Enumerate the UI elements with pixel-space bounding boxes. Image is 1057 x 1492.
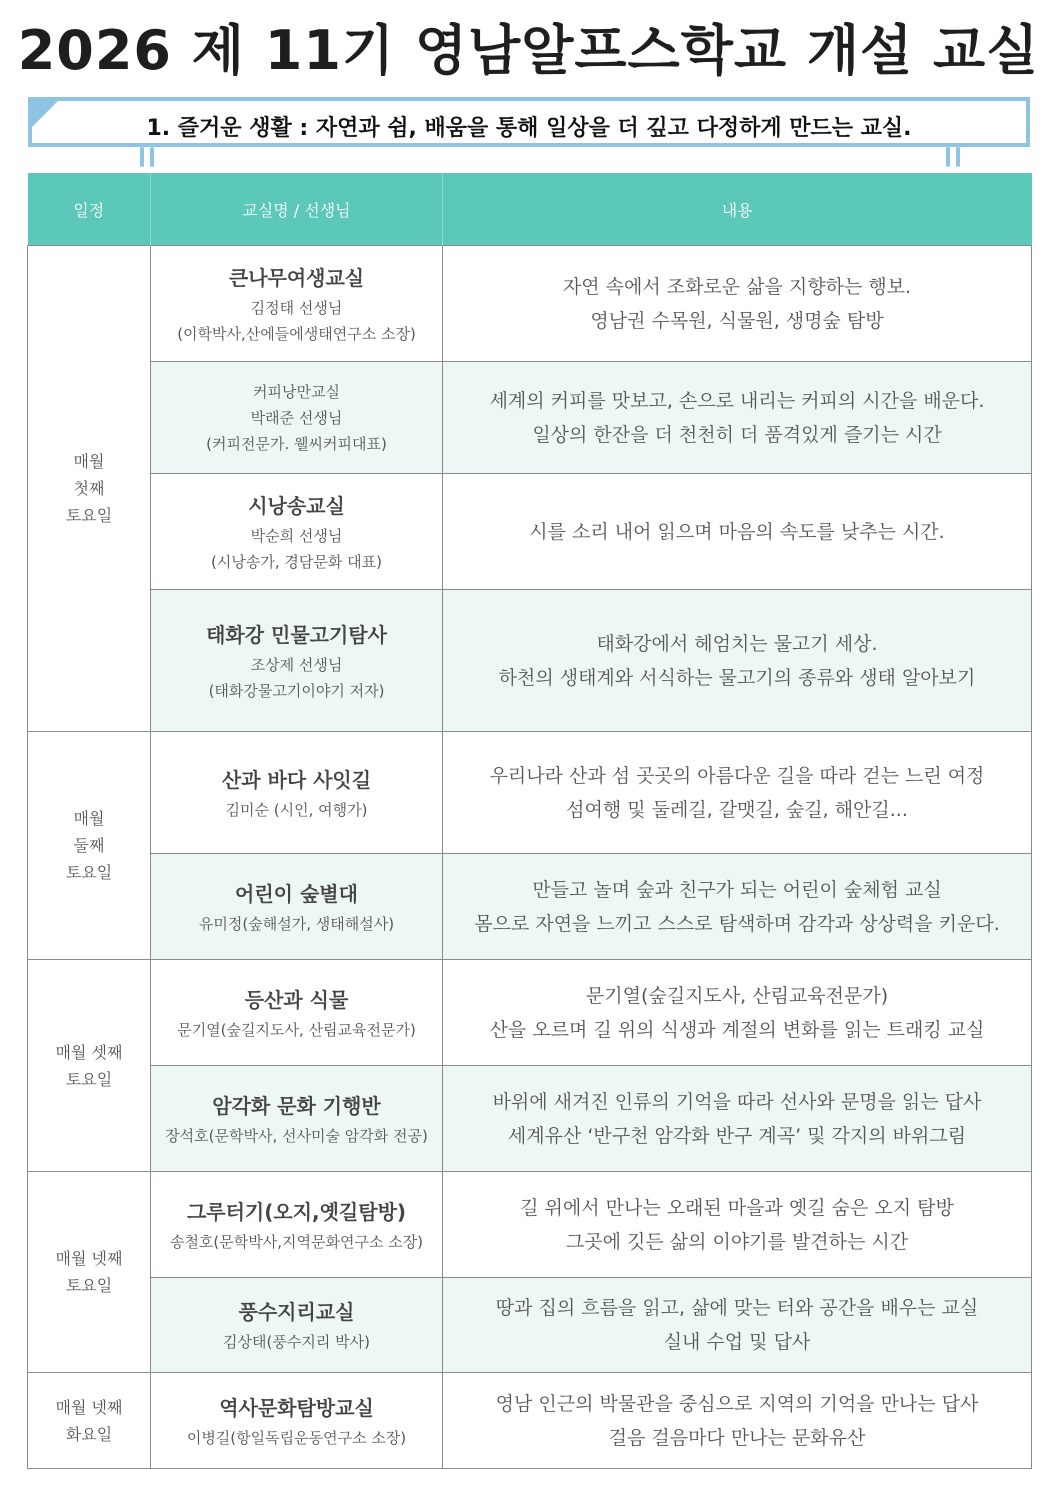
table-row <box>28 1066 1032 1172</box>
content-cell: 바위에 새겨진 인류의 기억을 따라 선사와 문명을 읽는 답사 세계유산 ‘반구천 암각화 반구 계곡’ 및 각지의 바위그림 <box>443 1066 1032 1172</box>
content-cell: 자연 속에서 조화로운 삶을 지향하는 행보. 영남권 수목원, 식물원, 생명숲 탐방 <box>443 246 1032 362</box>
section-banner <box>28 97 1030 147</box>
table-row <box>28 1172 1032 1278</box>
schedule-cell: 매월 첫째 토요일 <box>28 246 151 732</box>
content-cell: 우리나라 산과 섬 곳곳의 아름다운 길을 따라 걷는 느린 여정 섬여행 및 둘레길, 갈맷길, 숲길, 해안길... <box>443 732 1032 854</box>
teacher: 조상제 선생님 <box>250 655 343 674</box>
banner-text: 1. 즐거운 생활 : 자연과 쉼, 배움을 통해 일상을 더 깊고 다정하게 만드는 교실. <box>146 116 912 141</box>
class-cell <box>151 1278 443 1373</box>
class-cell <box>151 854 443 960</box>
class-name: 큰나무여생교실 <box>228 265 365 290</box>
class-cell <box>151 960 443 1066</box>
teacher: 박래준 선생님 <box>250 408 343 427</box>
content-cell: 문기열(숲길지도사, 산림교육전문가) 산을 오르며 길 위의 식생과 계절의 변화를 읽는 트래킹 교실 <box>443 960 1032 1066</box>
schedule-cell: 매월 셋째 토요일 <box>28 960 151 1172</box>
teacher: 송철호(문학박사,지역문화연구소 소장) <box>169 1232 424 1251</box>
header-content: 내용 <box>443 173 1032 246</box>
class-cell <box>151 474 443 590</box>
teacher-detail: (시낭송가, 경담문화 대표) <box>211 552 382 571</box>
class-cell <box>151 732 443 854</box>
teacher: 문기열(숲길지도사, 산림교육전문가) <box>177 1020 416 1039</box>
ring-decoration <box>150 147 154 167</box>
table-row <box>28 1278 1032 1373</box>
schedule-cell: 매월 둘째 토요일 <box>28 732 151 960</box>
class-cell <box>151 1066 443 1172</box>
ring-decoration <box>946 147 950 167</box>
content-cell: 영남 인근의 박물관을 중심으로 지역의 기억을 만나는 답사 걸음 걸음마다 만나는 문화유산 <box>443 1373 1032 1469</box>
class-name: 역사문화탐방교실 <box>219 1395 374 1420</box>
table-row <box>28 474 1032 590</box>
schedule-cell: 매월 넷째 토요일 <box>28 1172 151 1373</box>
class-cell <box>151 1172 443 1278</box>
schedule-cell: 매월 넷째 화요일 <box>28 1373 151 1469</box>
class-cell <box>151 362 443 474</box>
header-schedule: 일정 <box>28 173 151 246</box>
teacher-detail: (이학박사,산에들에생태연구소 소장) <box>177 324 416 343</box>
class-name: 시낭송교실 <box>248 493 345 518</box>
table-row <box>28 854 1032 960</box>
ring-decoration <box>140 147 144 167</box>
class-cell <box>151 590 443 732</box>
class-cell <box>151 246 443 362</box>
header-class-teacher: 교실명 / 선생님 <box>151 173 443 246</box>
teacher: 유미정(숲해설가, 생태해설사) <box>198 914 395 933</box>
table-row <box>28 362 1032 474</box>
table-row <box>28 246 1032 362</box>
table-row <box>28 960 1032 1066</box>
class-name: 어린이 숲별대 <box>235 881 358 906</box>
teacher: 이병길(항일독립운동연구소 소장) <box>186 1428 407 1447</box>
teacher: 장석호(문학박사, 선사미술 암각화 전공) <box>165 1126 428 1145</box>
page-title: 2026 제 11기 영남알프스학교 개설 교실 <box>17 19 1040 82</box>
class-cell <box>151 1373 443 1469</box>
class-name: 암각화 문화 기행반 <box>212 1093 381 1118</box>
class-name: 태화강 민물고기탐사 <box>206 622 387 647</box>
content-cell: 땅과 집의 흐름을 읽고, 삶에 맞는 터와 공간을 배우는 교실 실내 수업 및 답사 <box>443 1278 1032 1373</box>
content-cell: 태화강에서 헤엄치는 물고기 세상. 하천의 생태계와 서식하는 물고기의 종류와 생태 알아보기 <box>443 590 1032 732</box>
schedule-table <box>27 173 1032 1469</box>
table-row <box>28 1373 1032 1469</box>
class-name: 커피낭만교실 <box>253 382 340 401</box>
teacher-detail: (커피전문가. 웰씨커피대표) <box>206 434 387 453</box>
content-cell: 시를 소리 내어 읽으며 마음의 속도를 낮추는 시간. <box>443 474 1032 590</box>
content-cell: 만들고 놀며 숲과 친구가 되는 어린이 숲체험 교실 몸으로 자연을 느끼고 스스로 탐색하며 감각과 상상력을 키운다. <box>443 854 1032 960</box>
table-row <box>28 732 1032 854</box>
table-header-row <box>28 173 1032 246</box>
teacher: 박순희 선생님 <box>250 526 343 545</box>
class-name: 그루터기(오지,옛길탐방) <box>186 1199 407 1224</box>
teacher: 김상태(풍수지리 박사) <box>223 1333 370 1351</box>
content-cell: 길 위에서 만나는 오래된 마을과 옛길 숨은 오지 탐방 그곳에 깃든 삶의 이야기를 발견하는 시간 <box>443 1172 1032 1278</box>
ring-decoration <box>956 147 960 167</box>
table-row <box>28 590 1032 732</box>
class-name: 풍수지리교실 <box>238 1300 355 1324</box>
teacher-detail: (태화강물고기이야기 저자) <box>208 681 385 700</box>
teacher: 김정태 선생님 <box>250 298 343 317</box>
teacher: 김미순 (시인, 여행가) <box>225 800 368 819</box>
content-cell: 세계의 커피를 맛보고, 손으로 내리는 커피의 시간을 배운다. 일상의 한잔을 더 천천히 더 품격있게 즐기는 시간 <box>443 362 1032 474</box>
class-name: 등산과 식물 <box>244 987 349 1012</box>
class-name: 산과 바다 사잇길 <box>221 767 372 792</box>
